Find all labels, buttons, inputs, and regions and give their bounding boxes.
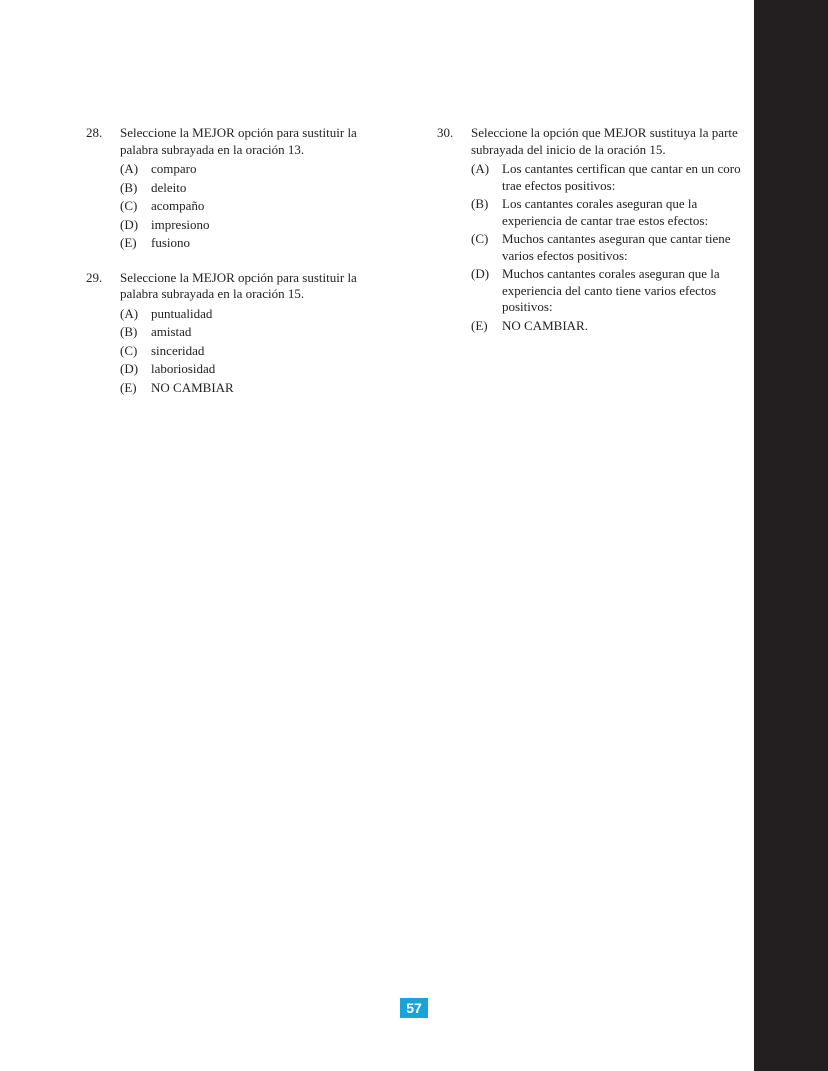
- option-text: Los cantantes corales aseguran que la experiencia de cantar trae estos efectos:: [502, 196, 709, 228]
- option-letter: (B): [120, 179, 138, 195]
- left-column: [86, 125, 386, 414]
- question-30: [437, 125, 753, 334]
- answer-options: [120, 306, 386, 397]
- option-text: sinceridad: [151, 342, 205, 358]
- option-text: Muchos cantantes aseguran que cantar tiene varios efectos positivos:: [502, 231, 731, 263]
- option-letter: (A): [471, 161, 490, 176]
- question-prompt: Seleccione la MEJOR opción para sustituir la palabra subrayada en la oración 13.: [120, 125, 357, 157]
- option-c: [471, 231, 753, 264]
- option-d: [120, 361, 386, 378]
- option-b: [120, 324, 386, 341]
- option-c: [120, 343, 386, 360]
- question-number: 28.: [86, 125, 103, 140]
- option-e: [120, 235, 386, 252]
- option-letter: (D): [120, 361, 139, 376]
- option-text: NO CAMBIAR: [151, 379, 234, 395]
- option-text: puntualidad: [151, 305, 213, 321]
- option-d: [120, 217, 386, 234]
- option-text: Los cantantes certifican que cantar en un coro trae efectos positivos:: [502, 161, 741, 193]
- option-letter: (E): [120, 379, 137, 395]
- option-letter: (B): [120, 324, 138, 339]
- option-letter: (D): [120, 216, 139, 232]
- option-letter: (C): [120, 342, 138, 358]
- option-e: [120, 380, 386, 397]
- question-number: 30.: [437, 125, 454, 140]
- option-b: [471, 196, 753, 229]
- option-letter: (C): [120, 198, 138, 213]
- question-prompt: Seleccione la opción que MEJOR sustituya la parte subrayada del inicio de la oración 15.: [471, 125, 738, 157]
- option-letter: (A): [120, 161, 139, 176]
- option-text: amistad: [151, 324, 192, 339]
- option-letter: (B): [471, 196, 489, 211]
- question-number: 29.: [86, 269, 103, 285]
- question-28: [86, 125, 386, 252]
- option-text: impresiono: [151, 216, 210, 232]
- option-text: deleito: [151, 179, 187, 195]
- option-text: acompaño: [151, 198, 205, 213]
- option-text: Muchos cantantes corales aseguran que la experiencia del canto tiene varios efectos positivos:: [502, 266, 720, 314]
- option-letter: (E): [471, 317, 488, 333]
- option-letter: (E): [120, 235, 137, 250]
- option-letter: (C): [471, 231, 489, 246]
- option-text: laboriosidad: [151, 361, 216, 376]
- right-column: [437, 125, 753, 352]
- question-prompt: Seleccione la MEJOR opción para sustituir la palabra subrayada en la oración 15.: [120, 269, 357, 301]
- option-a: [120, 161, 386, 178]
- question-29: [86, 270, 386, 397]
- option-text: fusiono: [151, 235, 190, 250]
- right-edge-bar: [754, 0, 828, 1071]
- option-a: [120, 306, 386, 323]
- option-c: [120, 198, 386, 215]
- page-number-badge: 57: [400, 998, 428, 1018]
- answer-options: [471, 161, 753, 334]
- option-a: [471, 161, 753, 194]
- answer-options: [120, 161, 386, 252]
- option-d: [471, 266, 753, 316]
- option-letter: (A): [120, 305, 139, 321]
- option-text: comparo: [151, 161, 197, 176]
- option-e: [471, 318, 753, 335]
- option-letter: (D): [471, 266, 490, 281]
- option-text: NO CAMBIAR.: [502, 317, 588, 333]
- option-b: [120, 180, 386, 197]
